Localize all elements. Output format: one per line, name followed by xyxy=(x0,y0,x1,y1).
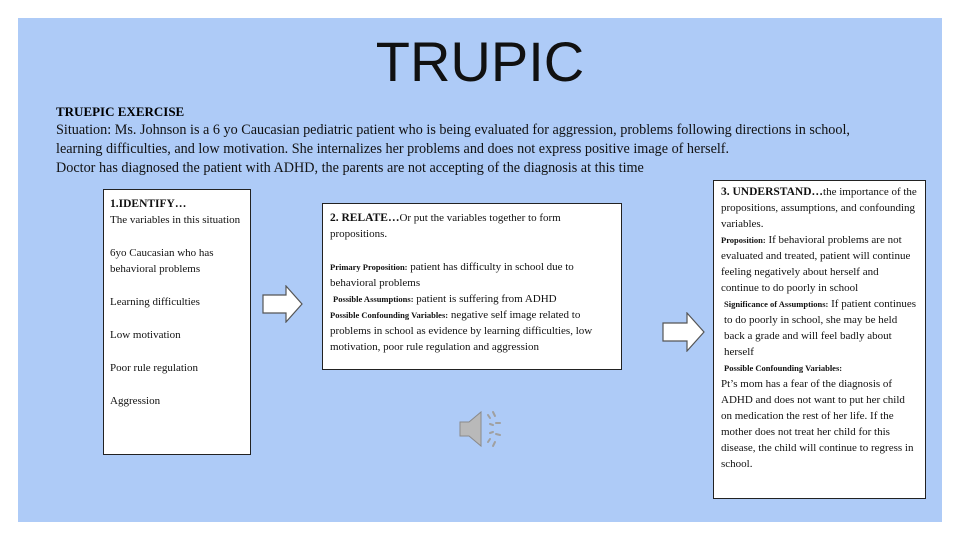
spacer xyxy=(110,228,244,245)
significance-label: Significance of Assumptions: xyxy=(724,299,829,309)
right-arrow-icon xyxy=(662,312,706,352)
situation-line: learning difficulties, and low motivation. She internalizes her problems and does not express positive image of herself. xyxy=(56,141,730,157)
spacer xyxy=(110,277,244,294)
exercise-heading: TRUEPIC EXERCISE xyxy=(56,104,185,119)
proposition-text: If behavioral problems are not evaluated and treated, patient will continue feeling negatively about herself and continue to do poorly in school xyxy=(721,234,911,294)
spacer xyxy=(110,343,244,360)
primary-proposition-label: Primary Proposition: xyxy=(330,262,408,272)
identify-item: Poor rule regulation xyxy=(110,362,198,374)
slide-title: TRUPIC xyxy=(375,30,585,93)
assumptions-text: patient is suffering from ADHD xyxy=(413,293,557,305)
speaker-icon[interactable] xyxy=(456,406,506,452)
relate-box xyxy=(322,203,622,370)
understand-heading: 3. UNDERSTAND… xyxy=(721,186,824,198)
identify-item: Learning difficulties xyxy=(110,296,200,308)
identify-item: 6yo Caucasian who has behavioral problems xyxy=(110,247,214,275)
identify-item: Aggression xyxy=(110,395,161,407)
situation-text xyxy=(56,121,956,178)
confounding-text: negative self image related to problems in school as evidence by learning difficulties, low motivation, poor rule regulation and aggression xyxy=(330,309,593,353)
understand-box xyxy=(713,180,926,499)
identify-box xyxy=(103,189,251,455)
confounding-label: Possible Confounding Variables: xyxy=(724,363,843,373)
identify-heading: 1.IDENTIFY… xyxy=(110,198,187,210)
identify-item: The variables in this situation xyxy=(110,214,241,226)
situation-line: Doctor has diagnosed the patient with ADHD, the parents are not accepting of the diagnosis at this time xyxy=(56,160,644,176)
assumptions-label: Possible Assumptions: xyxy=(333,294,414,304)
understand-heading-text: the importance of the propositions, assumptions, and confounding variables. xyxy=(721,186,917,230)
proposition-label: Proposition: xyxy=(721,235,766,245)
situation-line: Situation: Ms. Johnson is a 6 yo Caucasian pediatric patient who is being evaluated for aggression, problems following directions in school, xyxy=(56,122,850,138)
spacer xyxy=(110,310,244,327)
relate-heading: 2. RELATE… xyxy=(330,212,400,224)
identify-item: Low motivation xyxy=(110,329,181,341)
confounding-text: Pt’s mom has a fear of the diagnosis of ADHD and does not want to put her child on medication the rest of her life. If the mother does not treat her child for this disease, the child will continue to regress in school. xyxy=(721,378,914,470)
significance-text: If patient continues to do poorly in school, she may be held back a grade and will feel badly about herself xyxy=(724,298,917,358)
spacer xyxy=(110,376,244,393)
primary-proposition-text: patient has difficulty in school due to behavioral problems xyxy=(330,261,574,289)
spacer xyxy=(330,242,614,259)
confounding-label: Possible Confounding Variables: xyxy=(330,310,449,320)
right-arrow-icon xyxy=(262,285,304,323)
relate-heading-text: Or put the variables together to form propositions. xyxy=(330,212,561,240)
